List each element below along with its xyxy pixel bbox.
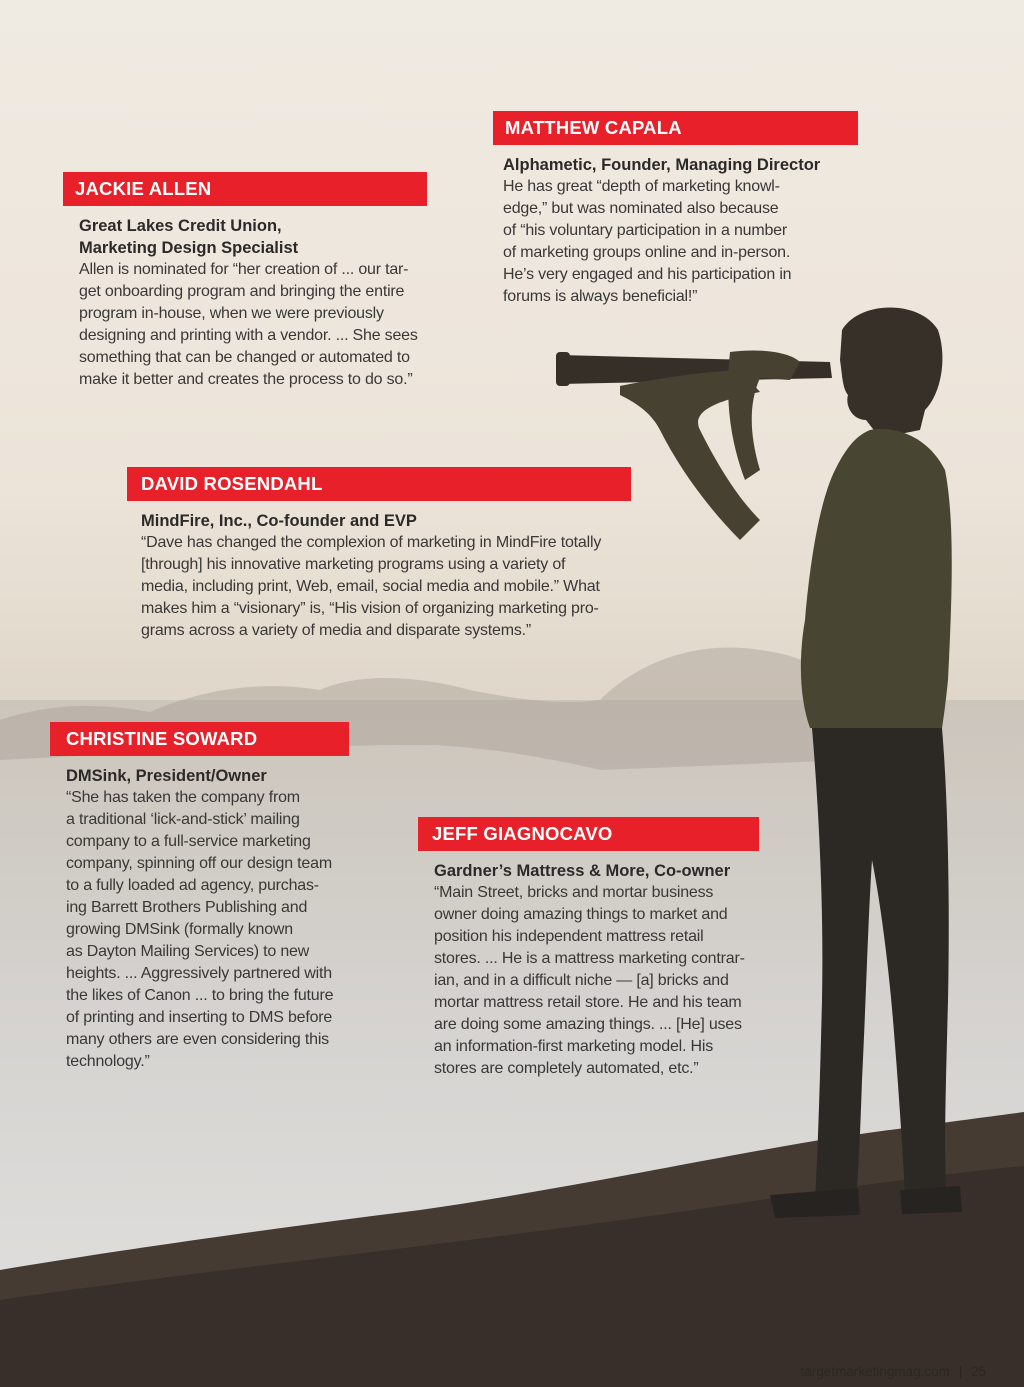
footer-separator: | bbox=[958, 1364, 963, 1379]
nominee-company: Great Lakes Credit Union, Marketing Design Specialist bbox=[79, 217, 299, 257]
nominee-description: “She has taken the company from a traditional ‘lick-and-stick’ mailing company to a full-service marketing company, spinning off our design team to a fully loaded ad agency, purchas- ing Barrett Brothers Publishing and growing DMSink (formally known as Dayton Mailing Services) to new heights. ... Aggressively partnered with the likes of Canon ... to bring the future of printing and inserting to DMS before many others are even considering this technology.” bbox=[66, 789, 334, 1070]
nominee-description: “Dave has changed the complexion of marketing in MindFire totally [through] his innovative marketing programs using a variety of media, including print, Web, email, social media and mobile.” What makes him a “visionary” is, “His vision of organizing marketing pro- grams across a variety of media and disparate systems.” bbox=[141, 534, 602, 639]
nominee-david-rosendahl bbox=[127, 467, 647, 642]
nominee-company: DMSink, President/Owner bbox=[66, 767, 267, 785]
nominee-description: Allen is nominated for “her creation of ... our tar- get onboarding program and bringing the entire program in-house, when we were previously designing and printing with a vendor. ... She sees something that can be changed or automated to make it better and creates the process to do so.” bbox=[79, 261, 418, 388]
nominee-company: Alphametic, Founder, Managing Director bbox=[503, 156, 821, 174]
nominee-christine-soward bbox=[50, 722, 360, 1073]
page-footer-line bbox=[801, 1364, 986, 1379]
nominee-description: He has great “depth of marketing knowl- edge,” but was nominated also because of “his voluntary participation in a number of marketing groups online and in-person. He’s very engaged and his participation in forums is always beneficial!” bbox=[503, 178, 792, 305]
nominee-description: “Main Street, bricks and mortar business owner doing amazing things to market and position his independent mattress retail stores. ... He is a mattress marketing contrar- ian, and in a difficult niche — [a] bricks and mortar mattress retail store. He and his team are doing some amazing things. ... [He] uses an information-first marketing model. His stores are completely automated, etc.” bbox=[434, 884, 745, 1077]
nominee-name: JACKIE ALLEN bbox=[63, 172, 427, 206]
nominee-name: JEFF GIAGNOCAVO bbox=[418, 817, 759, 851]
nominee-company: MindFire, Inc., Co-founder and EVP bbox=[141, 512, 417, 530]
nominee-jackie-allen bbox=[63, 172, 443, 391]
nominee-jeff-giagnocavo bbox=[418, 817, 763, 1080]
nominee-company: Gardner’s Mattress & More, Co-owner bbox=[434, 862, 731, 880]
nominee-name: DAVID ROSENDAHL bbox=[127, 467, 631, 501]
nominee-matthew-capala bbox=[493, 111, 858, 308]
nominee-name: CHRISTINE SOWARD bbox=[50, 722, 349, 756]
nominee-name: MATTHEW CAPALA bbox=[493, 111, 858, 145]
page-number: 25 bbox=[970, 1364, 986, 1379]
footer-site-link[interactable]: targetmarketingmag.com bbox=[800, 1364, 950, 1379]
